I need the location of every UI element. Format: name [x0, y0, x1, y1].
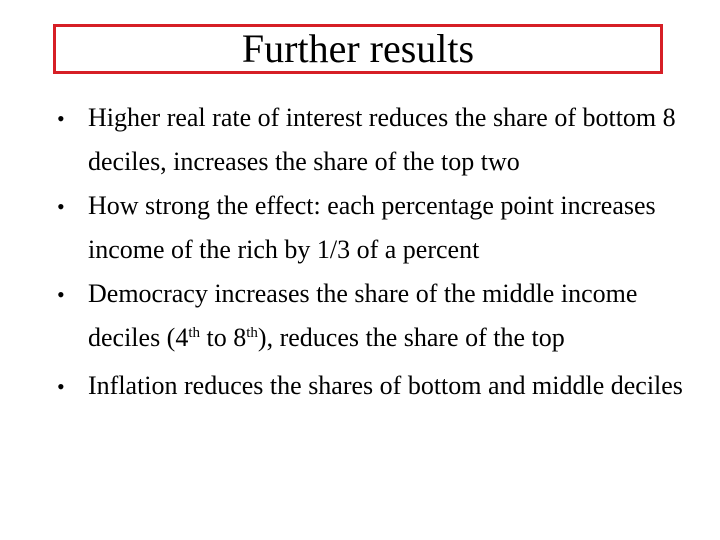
superscript: th — [188, 325, 201, 341]
bullet-icon: • — [57, 282, 65, 307]
bullet-icon: • — [57, 374, 65, 399]
slide-title: Further results — [241, 26, 475, 71]
bullet-text-part: Democracy increases the share of the middle income deciles (4 — [88, 279, 638, 352]
bullet-text-part: to 8 — [200, 323, 247, 352]
title-box — [53, 24, 663, 74]
bullet-icon: • — [57, 194, 65, 219]
bullet-text — [88, 272, 690, 360]
bullet-text: Higher real rate of interest reduces the share of bottom 8 deciles, increases the share of the top two — [88, 103, 676, 176]
bullet-item — [50, 272, 690, 360]
bullet-item — [50, 364, 690, 409]
superscript: th — [246, 325, 258, 341]
bullet-icon: • — [57, 106, 65, 131]
bullet-text: Inflation reduces the shares of bottom and middle deciles — [88, 371, 683, 400]
bullet-item — [50, 96, 690, 184]
bullet-text-part: ), reduces the share of the top — [257, 323, 565, 352]
bullet-text: How strong the effect: each percentage point increases income of the rich by 1/3 of a percent — [88, 191, 656, 264]
bullet-item — [50, 184, 690, 272]
bullet-list — [50, 96, 690, 409]
